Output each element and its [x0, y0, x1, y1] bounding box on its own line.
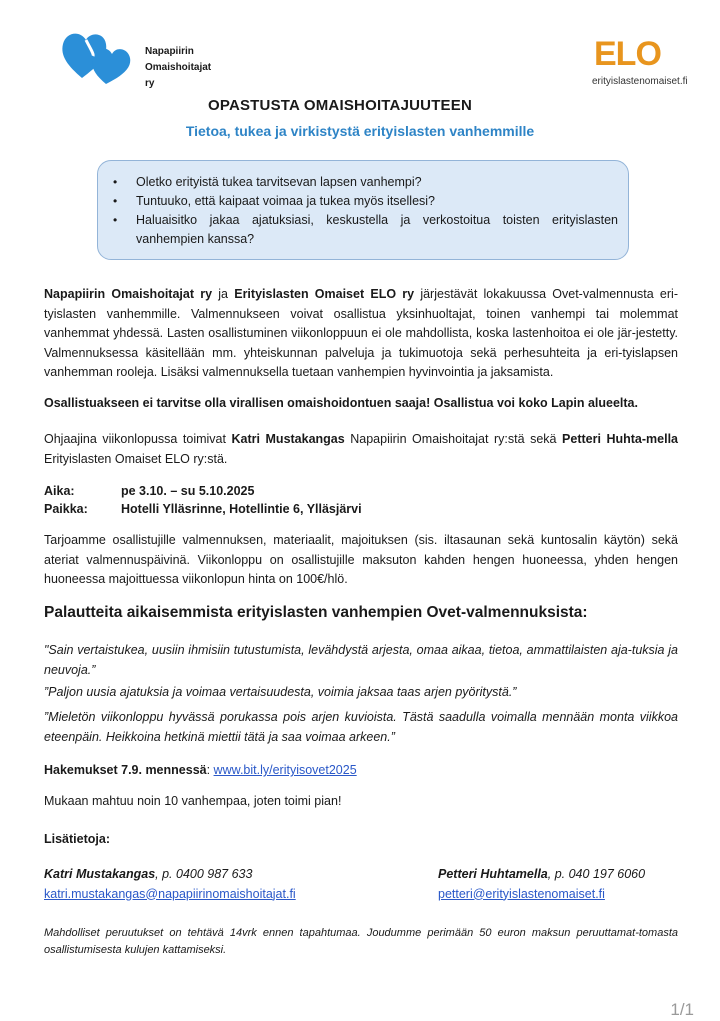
contact-petteri: Petteri Huhtamella, p. 040 197 6060 petteri@erityislastenomaiset.fi: [438, 867, 646, 901]
list-item: • Tuntuuko, että kaipaat voimaa ja tukea myös itsellesi?: [136, 192, 618, 211]
questions-callout: [97, 160, 629, 260]
intro-paragraph: Napapiirin Omaishoitajat ry ja Erityislasten Omaiset ELO ry järjestävät lokakuussa Ovet-valmennusta eri-tyislasten vanhemmille. Valmennukseen voivat osallistua yksinhuoltajat, toinen vanhempi tai molemmat vanhemmat yhdessä. Lasten osallistuminen viikonloppuun ei ole mahdollista, koska lastenhoitoa ei ole jär-jestetty. Valmennuksessa käsitellään mm. yhteiskunnan palveluja ja tukimuotoja sekä perhesuhteita ja eri-tyislapsen vanhemman rooleja. Lisäksi valmennuksella tuetaan vanhempien hyvinvointia ja jaksamista.: [44, 287, 678, 379]
feedback-quote: ”Paljon uusia ajatuksia ja voimaa vertaisuudesta, voimia jaksaa taas arjen pyöritystä.”: [44, 685, 517, 699]
elo-url: erityislastenomaiset.fi: [592, 76, 688, 87]
page-title: OPASTUSTA OMAISHOITAJUUTEEN: [207, 97, 473, 114]
more-info-heading: Lisätietoja:: [44, 832, 110, 846]
application-deadline: Hakemukset 7.9. mennessä: www.bit.ly/erityisovet2025: [44, 763, 357, 777]
napapiiri-logo: [60, 26, 212, 89]
capacity-text: Mukaan mahtuu noin 10 vanhempaa, joten toimi pian!: [44, 794, 342, 808]
event-time: Aika: pe 3.10. – su 5.10.2025: [44, 484, 255, 498]
feedback-heading: Palautteita aikaisemmista erityislasten vanhempien Ovet-valmennuksista:: [44, 604, 588, 621]
email-link[interactable]: katri.mustakangas@napapiirinomaishoitajat.fi: [44, 886, 296, 901]
elo-wordmark: ELO: [594, 35, 661, 73]
page-indicator: 1/1: [670, 1000, 694, 1019]
eligibility-notice: Osallistuakseen ei tarvitse olla virallisen omaishoidontuen saaja! Osallistua voi koko Lapin alueelta.: [44, 396, 638, 410]
email-link[interactable]: petteri@erityislastenomaiset.fi: [438, 886, 605, 901]
cancellation-note: Mahdolliset peruutukset on tehtävä 14vrk ennen tapahtumaa. Joudumme perimään 50 euron maksun peruuttamat-tomasta osallistumisesta kulujen kattamiseksi.: [44, 927, 678, 956]
application-link[interactable]: www.bit.ly/erityisovet2025: [213, 763, 357, 777]
bullet-icon: •: [113, 213, 118, 227]
list-item: • Haluaisitko jakaa ajatuksiasi, keskustella ja verkostoitua toisten erityislasten vanhempien kanssa?: [113, 213, 618, 246]
bullet-icon: •: [113, 194, 118, 208]
feedback-quote: ”Mieletön viikonloppu hyvässä porukassa pois arjen kuvioista. Tästä saadulla voimalla mennään monta viikkoa eteenpäin. Heikkoina hetkinä miettii tätä ja saa voimaa arkeen.”: [44, 710, 678, 744]
page-subtitle: Tietoa, tukea ja virkistystä erityislasten vanhemmille: [185, 123, 535, 139]
list-item: • Oletko erityistä tukea tarvitsevan lapsen vanhempi?: [136, 173, 618, 192]
bullet-icon: •: [113, 175, 118, 189]
contact-katri: Katri Mustakangas, p. 0400 987 633 katri.mustakangas@napapiirinomaishoitajat.fi: [44, 867, 296, 901]
hearts-logo-icon: [60, 26, 142, 86]
feedback-quote: "Sain vertaistukea, uusiin ihmisiin tutustumista, levähdystä arjesta, omaa aikaa, tietoa, ammattilaisten aja-tuksia ja neuvoja.”: [44, 643, 678, 677]
offer-paragraph: Tarjoamme osallistujille valmennuksen, materiaalit, majoituksen (sis. iltasaunan sekä kuntosalin käytön) sekä ateriat valmennuspäivinä. Viikonloppu on osallistujille maksuton kahden hengen huoneessa, yhden hengen huoneessa majoittuessa viikonlopun hinta on 100€/hlö.: [44, 533, 678, 586]
org-name: Napapiirin Omaishoitajat ry: [145, 46, 212, 89]
leaders-paragraph: Ohjaajina viikonlopussa toimivat Katri Mustakangas Napapiirin Omaishoitajat ry:stä sekä Petteri Huhta-mella Erityislasten Omaiset ELO ry:stä.: [44, 432, 679, 466]
event-place: Paikka: Hotelli Ylläsrinne, Hotellintie 6, Ylläsjärvi: [44, 502, 362, 516]
elo-logo: [590, 34, 690, 98]
